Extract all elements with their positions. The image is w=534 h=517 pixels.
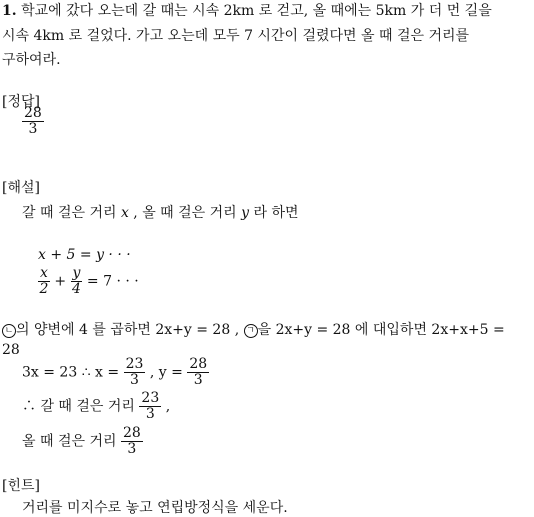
problem-line-3: 구하여라. — [2, 52, 61, 68]
solution-heading: [해설] — [2, 180, 40, 196]
problem-line-1 — [2, 0, 492, 20]
circled-marker-1: ㄱ — [244, 324, 258, 338]
hint-text: 거리를 미지수로 놓고 연립방정식을 세운다. — [22, 500, 288, 516]
problem-number: 1. — [2, 3, 17, 19]
equation-2: $\frac{x}{2}$ + $\frac{y}{4}$ = 7 · · · — [39, 265, 139, 297]
hint-heading: [힌트] — [2, 478, 40, 494]
solution-intro: 갈 때 걸은 거리 x , 올 때 걸은 거리 y 라 하면 — [22, 205, 299, 221]
var-y: y — [241, 205, 250, 221]
step-line-cont: 28 — [2, 342, 20, 358]
answer-fraction — [22, 106, 44, 137]
conclusion-1: ∴ 갈 때 걸은 거리 $\frac{23}{3}$ , — [22, 390, 171, 422]
answer-heading: [정답] — [2, 94, 40, 110]
circled-marker-2: ㄴ — [2, 324, 16, 338]
step-3: 3x = 23 ∴ x = $\frac{23}{3}$ , y = $\frac{28}{3}$ — [22, 356, 208, 388]
answer-denominator: 3 — [28, 121, 38, 137]
step-line: ㄴ 의 양변에 4 를 곱하면 2x+y = 28 , ㄱ 을 2x+y = 28 에 대입하면 2x+x+5 = — [2, 319, 505, 339]
problem-line-2: 시속 4km 로 걸었다. 가고 오는데 모두 7 시간이 걸렸다면 올 때 걸은 거리를 — [2, 28, 470, 44]
conclusion-2: 올 때 걸은 거리 $\frac{28}{3}$ — [22, 425, 141, 457]
answer-numerator: 28 — [24, 105, 42, 121]
var-x: x — [120, 205, 129, 221]
equation-1: x + 5 = y · · · — [38, 247, 131, 263]
problem-text-1: 학교에 갔다 오는데 갈 때는 시속 2km 로 걷고, 올 때에는 5km 가 더 먼 길을 — [21, 3, 492, 19]
